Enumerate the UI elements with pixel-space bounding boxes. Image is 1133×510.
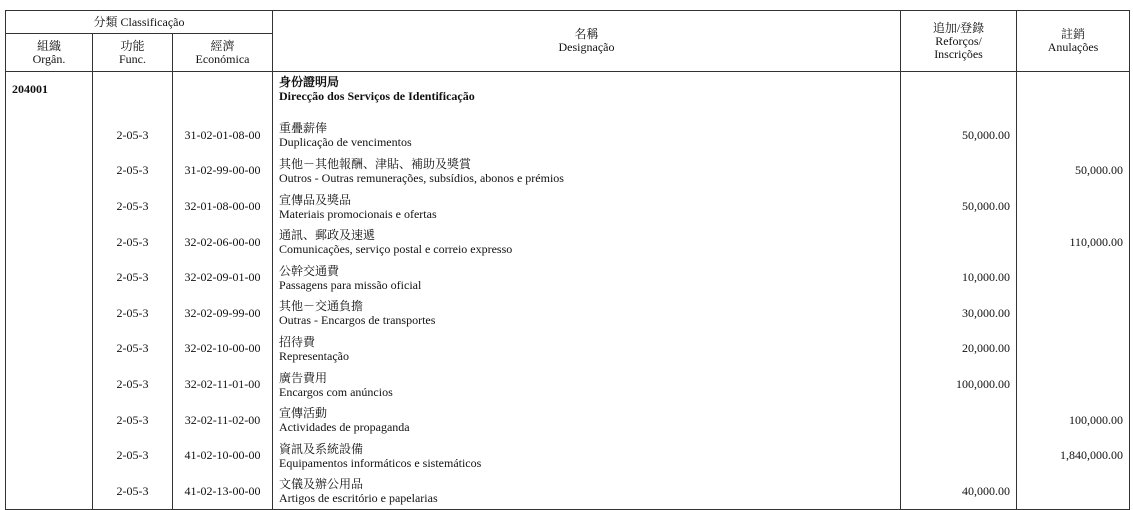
reforco-value: 50,000.00 — [901, 118, 1017, 154]
table-row — [6, 189, 1130, 225]
anulacao-value — [1017, 367, 1130, 403]
organ-cell — [6, 367, 93, 403]
organ-cell — [6, 474, 93, 510]
reforco-value: 10,000.00 — [901, 260, 1017, 296]
reforco-value: 100,000.00 — [901, 367, 1017, 403]
econ-code: 32-02-09-99-00 — [173, 296, 273, 332]
designation: 資訊及系統設備 Equipamentos informáticos e sistemáticos — [273, 438, 901, 474]
reforco-value — [901, 438, 1017, 474]
organ-row — [6, 72, 1130, 118]
func-code: 2-05-3 — [93, 367, 173, 403]
econ-code: 32-01-08-00-00 — [173, 189, 273, 225]
anulacao-value — [1017, 189, 1130, 225]
func-code: 2-05-3 — [93, 224, 173, 260]
func-code: 2-05-3 — [93, 474, 173, 510]
reforco-value: 50,000.00 — [901, 189, 1017, 225]
anulacao-value: 1,840,000.00 — [1017, 438, 1130, 474]
anulacao-value: 110,000.00 — [1017, 224, 1130, 260]
designation-header: 名稱 Designação — [273, 11, 901, 72]
func-code: 2-05-3 — [93, 331, 173, 367]
econ-header: 經濟 Económica — [173, 34, 273, 72]
econ-code: 32-02-10-00-00 — [173, 331, 273, 367]
table-row — [6, 153, 1130, 189]
table-row — [6, 474, 1130, 510]
reforco-value: 30,000.00 — [901, 296, 1017, 332]
reforcos-header: 追加/登錄 Reforços/ Inscrições — [901, 11, 1017, 72]
func-code: 2-05-3 — [93, 118, 173, 154]
organ-header: 組織 Orgân. — [6, 34, 93, 72]
econ-code: 32-02-06-00-00 — [173, 224, 273, 260]
reforco-value: 40,000.00 — [901, 474, 1017, 510]
designation: 通訊、郵政及速遞 Comunicações, serviço postal e correio expresso — [273, 224, 901, 260]
organ-cell — [6, 118, 93, 154]
anulacao-value — [1017, 474, 1130, 510]
reforco-value — [901, 224, 1017, 260]
econ-code: 41-02-13-00-00 — [173, 474, 273, 510]
econ-code: 32-02-11-02-00 — [173, 402, 273, 438]
organ-cell — [6, 189, 93, 225]
designation: 文儀及辦公用品 Artigos de escritório e papelarias — [273, 474, 901, 510]
budget-table — [5, 10, 1130, 510]
organ-cell — [6, 402, 93, 438]
designation: 廣告費用 Encargos com anúncios — [273, 367, 901, 403]
anulacao-value — [1017, 118, 1130, 154]
econ-code: 41-02-10-00-00 — [173, 438, 273, 474]
designation: 重疊薪俸 Duplicação de vencimentos — [273, 118, 901, 154]
organ-cell — [6, 224, 93, 260]
designation: 宣傳活動 Actividades de propaganda — [273, 402, 901, 438]
anulacao-value: 50,000.00 — [1017, 153, 1130, 189]
func-code: 2-05-3 — [93, 189, 173, 225]
reforco-value — [901, 402, 1017, 438]
func-header: 功能 Func. — [93, 34, 173, 72]
func-code: 2-05-3 — [93, 296, 173, 332]
anulacao-value — [1017, 331, 1130, 367]
organ-cell — [6, 260, 93, 296]
organ-code: 204001 — [6, 72, 93, 118]
econ-code: 31-02-01-08-00 — [173, 118, 273, 154]
econ-code: 32-02-09-01-00 — [173, 260, 273, 296]
reforco-value — [901, 153, 1017, 189]
econ-code: 32-02-11-01-00 — [173, 367, 273, 403]
func-code: 2-05-3 — [93, 438, 173, 474]
table-row — [6, 296, 1130, 332]
func-code: 2-05-3 — [93, 260, 173, 296]
func-code: 2-05-3 — [93, 153, 173, 189]
designation: 公幹交通費 Passagens para missão oficial — [273, 260, 901, 296]
table-row — [6, 367, 1130, 403]
designation: 宣傳品及獎品 Materiais promocionais e ofertas — [273, 189, 901, 225]
table-row — [6, 260, 1130, 296]
table-row — [6, 438, 1130, 474]
designation: 招待費 Representação — [273, 331, 901, 367]
reforco-value: 20,000.00 — [901, 331, 1017, 367]
table-row — [6, 118, 1130, 154]
organ-cell — [6, 153, 93, 189]
econ-code: 31-02-99-00-00 — [173, 153, 273, 189]
anulacao-value: 100,000.00 — [1017, 402, 1130, 438]
anulacoes-header: 註銷 Anulações — [1017, 11, 1130, 72]
anulacao-value — [1017, 296, 1130, 332]
organ-cell — [6, 331, 93, 367]
anulacao-value — [1017, 260, 1130, 296]
table-row — [6, 224, 1130, 260]
organ-cell — [6, 296, 93, 332]
table-row — [6, 402, 1130, 438]
designation: 其他－其他報酬、津貼、補助及獎賞 Outros - Outras remunerações, subsídios, abonos e prémios — [273, 153, 901, 189]
table-row — [6, 331, 1130, 367]
func-code: 2-05-3 — [93, 402, 173, 438]
organ-cell — [6, 438, 93, 474]
classification-header: 分類 Classificação — [6, 11, 273, 34]
organ-name: 身份證明局 Direcção dos Serviços de Identificação — [273, 72, 901, 118]
designation: 其他－交通負擔 Outras - Encargos de transportes — [273, 296, 901, 332]
